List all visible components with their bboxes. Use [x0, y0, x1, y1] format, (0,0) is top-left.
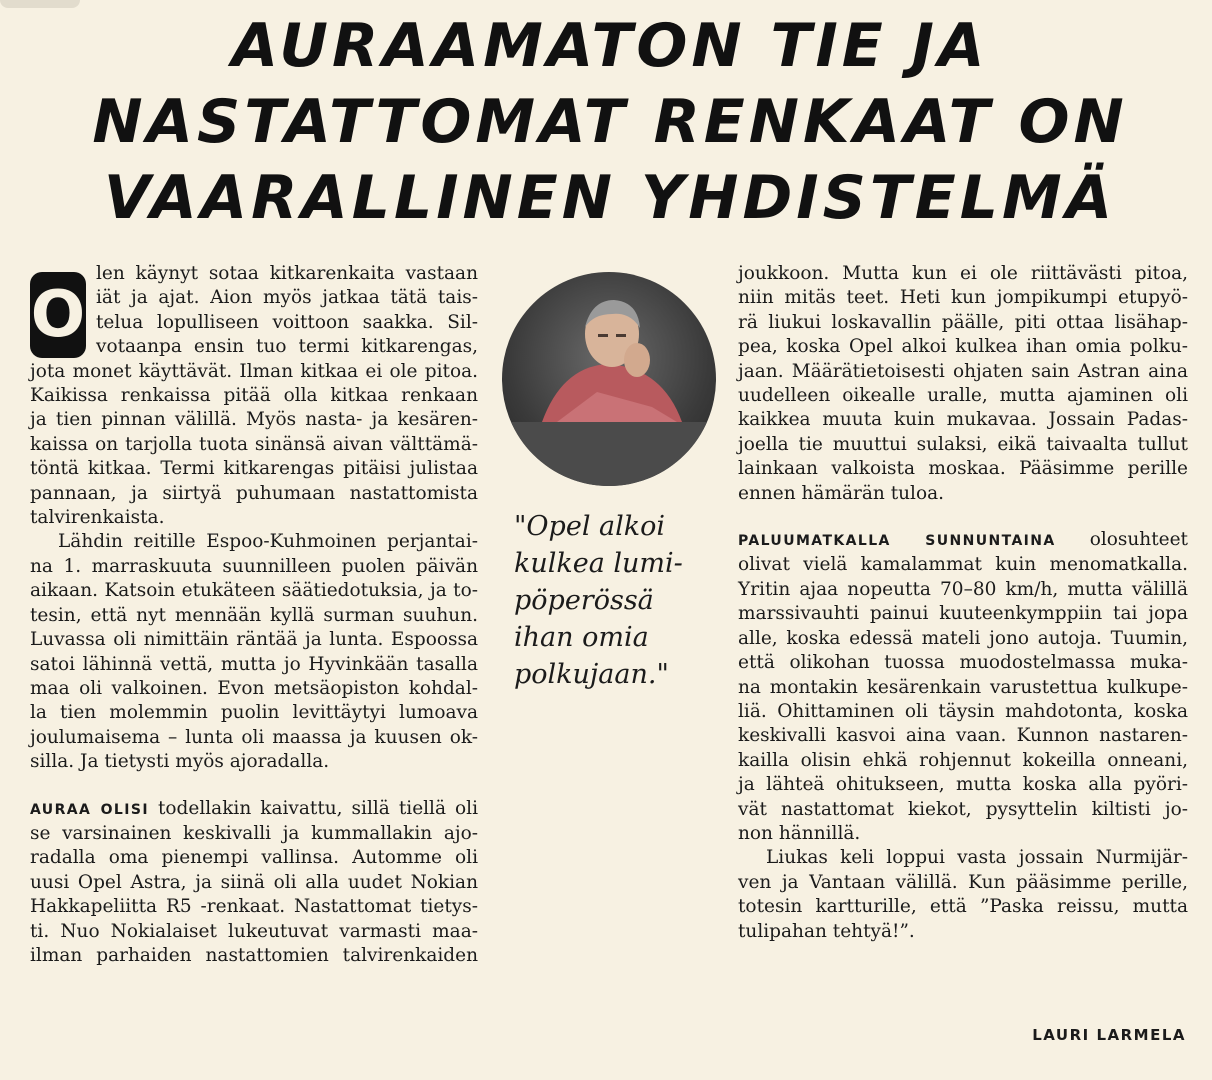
text-line: että olikohan tuossa muodostelmassa muka- [738, 652, 1188, 674]
text-line [738, 528, 1188, 553]
headline-line-3: VAARALLINEN YHDISTELMÄ [103, 163, 1117, 233]
text-line: talvirenkaista. [30, 507, 165, 529]
text-span: todellakin kaivattu, sillä tiellä oli [148, 797, 478, 819]
text-line: maa oli valkoinen. Evon metsäopiston kohdal- [30, 677, 478, 699]
text-line: len käynyt sotaa kitkarenkaita vastaan [96, 263, 478, 284]
text-line: se varsinainen keskivalli ja kummallakin ajo- [30, 822, 478, 844]
right-eye [616, 334, 626, 337]
author-photo [502, 272, 716, 486]
text-line: Kaikissa renkaissa pitää olla kitkaa renkaan [30, 385, 478, 407]
text-line: rä liukui loskavallin päälle, piti ottaa lisähap- [738, 311, 1188, 333]
text-line: pea, koska Opel alkoi kulkea ihan omia polku- [738, 336, 1188, 358]
author-byline: LAURI LARMELA [1032, 1026, 1186, 1044]
text-line: Liukas keli loppui vasta jossain Nurmijär- [766, 847, 1188, 869]
text-line: ennen hämärän tuloa. [738, 482, 945, 504]
text-line: non hännillä. [738, 822, 861, 844]
text-line: uudelleen oikealle uralle, mutta ajaminen oli [738, 385, 1188, 407]
text-line: kaissa on tarjolla tuota sinänsä aivan välttämä- [30, 433, 478, 455]
text-line: joulumaisema – lunta oli maassa ja kuusen ok- [30, 726, 478, 748]
left-eye [598, 334, 608, 337]
author-portrait-illustration [502, 272, 716, 486]
text-line: jota monet käyttävät. Ilman kitkaa ei ole pitoa. [30, 360, 478, 382]
headline-line-1: AURAAMATON TIE JA [231, 11, 989, 81]
text-line: ven ja Vantaan välillä. Kun pääsimme perille, [738, 871, 1188, 893]
text-line: vät nastattomat kiekot, pysyttelin kiltisti jo- [738, 798, 1188, 820]
headline [60, 8, 1160, 236]
quote-line: polkujaan." [514, 659, 669, 690]
text-line: Lähdin reitille Espoo-Kuhmoinen perjantai- [58, 531, 478, 553]
text-line: Yritin ajaa nopeutta 70–80 km/h, mutta välillä [738, 578, 1188, 600]
text-line: kailla olisin ehkä rohjennut kokeilla onneani, [738, 749, 1188, 771]
text-line: joukkoon. Mutta kun ei ole riittävästi pitoa, [738, 263, 1188, 284]
quote-line: ihan omia [514, 622, 649, 653]
left-column [30, 262, 478, 968]
paragraph-auraa [30, 797, 478, 969]
text-line: totesin kartturille, että ”Paska reissu, mutta [738, 896, 1188, 918]
text-line: ilman parhaiden nastattomien talvirenkaiden [30, 944, 478, 966]
text-line: olivat vielä kamalammat kuin menomatkalla. [738, 554, 1188, 576]
text-line: iät ja ajat. Aion myös jatkaa tätä tais- [96, 287, 478, 309]
paragraph-route [30, 530, 478, 774]
text-line: pannaan, ja siirtyä puhumaan nastattomista [30, 482, 478, 504]
drop-cap: O [30, 272, 86, 358]
text-line: alle, koska edessä mateli jono autoja. Tuumin, [738, 627, 1188, 649]
text-line: silla. Ja tietysti myös ajoradalla. [30, 751, 330, 773]
paragraph-gap [738, 506, 1188, 528]
page-corner-decoration [0, 0, 80, 8]
text-line: ja tien pinnan välillä. Myös nasta- ja kesären- [30, 409, 478, 431]
paragraph-return [738, 528, 1188, 846]
text-line: telua lopulliseen voittoon saakka. Sil- [96, 311, 478, 333]
text-line: jaan. Määrätietoisesti ohjaten sain Astran aina [738, 360, 1188, 382]
text-line: Hakkapeliitta R5 -renkaat. Nastattomat tietys- [30, 896, 478, 918]
text-line: niin mitäs teet. Heti kun jompikumpi etupyö- [738, 287, 1188, 309]
text-line: kaikkea muuta kuin mukavaa. Jossain Padas- [738, 409, 1188, 431]
lead-in: AURAA OLISI [30, 801, 149, 818]
quote-line: kulkea lumi- [514, 548, 683, 579]
text-line: tulipahan tehtyä!”. [738, 920, 915, 942]
paragraph-intro [30, 262, 478, 530]
text-line [30, 797, 478, 822]
text-line: lainkaan valkoista moskaa. Pääsimme perille [738, 458, 1188, 480]
paragraph-continued [738, 262, 1188, 506]
quote-line: "Opel alkoi [514, 511, 666, 542]
quote-line: pöperössä [514, 585, 654, 616]
text-line: satoi lähinnä vettä, mutta jo Hyvinkään tasalla [30, 653, 478, 675]
text-span: olosuhteet [1055, 529, 1188, 551]
text-line: Luvassa oli nimittäin räntää ja lunta. Espoossa [30, 629, 478, 651]
text-line: töntä kitkaa. Termi kitkarengas pitäisi julistaa [30, 458, 478, 480]
text-line: votaanpa ensin tuo termi kitkarengas, [96, 336, 478, 358]
text-line: keskivalli kasvoi aina vaan. Kunnon nastaren- [738, 725, 1188, 747]
hand [624, 343, 650, 377]
text-line: joella tie muuttui sulaksi, eikä taivaalta tullut [738, 433, 1188, 455]
right-column [738, 262, 1188, 944]
text-line: aikaan. Katsoin etukäteen säätiedotuksia, ja to- [30, 580, 478, 602]
table-surface [502, 422, 716, 486]
text-line: radalla oma pienempi vallinsa. Automme oli [30, 847, 478, 869]
text-line: la tien molemmin puolin levittäytyi lumoava [30, 702, 478, 724]
paragraph-ending [738, 846, 1188, 944]
text-line: na 1. marraskuuta suunnilleen puolen päivän [30, 555, 478, 577]
pull-quote [514, 508, 714, 693]
text-line: uusi Opel Astra, ja siinä oli alla uudet Nokian [30, 871, 478, 893]
text-line: tesin, että nyt mennään kyllä surman suuhun. [30, 604, 478, 626]
paragraph-gap [30, 775, 478, 797]
headline-line-2: NASTATTOMAT RENKAAT ON [92, 87, 1128, 157]
text-line: ti. Nuo Nokialaiset lukeutuvat varmasti maa- [30, 920, 478, 942]
text-line: liä. Ohittaminen oli täysin mahdotonta, koska [738, 700, 1188, 722]
lead-in: PALUUMATKALLA SUNNUNTAINA [738, 533, 1056, 550]
text-line: na montakin kesärenkain varustettua kulkupe- [738, 676, 1188, 698]
text-line: marssivauhti painui kuuteenkymppiin tai jopa [738, 603, 1188, 625]
text-line: ja lähteä ohitukseen, mutta koska alla pyöri- [738, 774, 1188, 796]
